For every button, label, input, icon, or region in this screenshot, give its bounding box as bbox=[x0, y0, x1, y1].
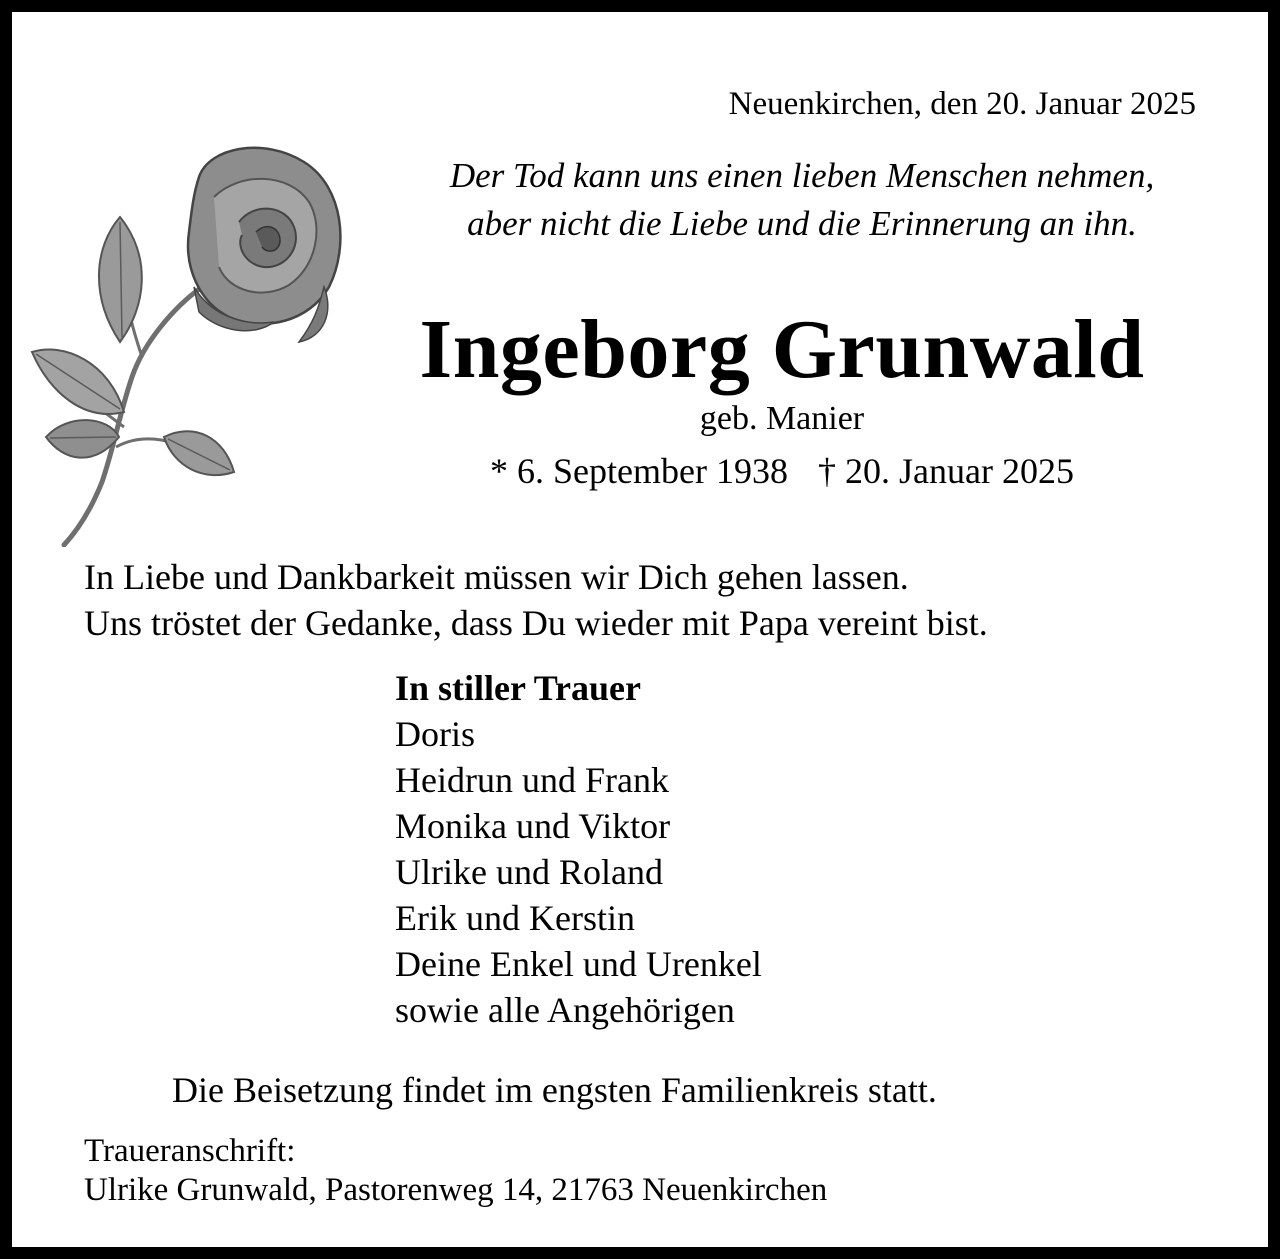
quote-line-1: Der Tod kann uns einen lieben Menschen nehmen, bbox=[449, 156, 1155, 195]
address-label: Traueranschrift: bbox=[84, 1133, 296, 1169]
mourner-name: Erik und Kerstin bbox=[395, 898, 635, 938]
mourner-name: Deine Enkel und Urenkel bbox=[395, 944, 762, 984]
mourner-name: Ulrike und Roland bbox=[395, 852, 663, 892]
message-line-2: Uns tröstet der Gedanke, dass Du wieder mit Papa vereint bist. bbox=[84, 603, 988, 643]
mourner-name: Heidrun und Frank bbox=[395, 760, 669, 800]
mourners-list bbox=[395, 716, 762, 1038]
mourner-name: sowie alle Angehörigen bbox=[395, 990, 735, 1030]
place-date: Neuenkirchen, den 20. Januar 2025 bbox=[728, 86, 1196, 122]
message-line-1: In Liebe und Dankbarkeit müssen wir Dich gehen lassen. bbox=[84, 557, 909, 597]
funeral-note: Die Beisetzung findet im engsten Familienkreis statt. bbox=[172, 1070, 937, 1110]
mourning-address: Ulrike Grunwald, Pastorenweg 14, 21763 Neuenkirchen bbox=[84, 1172, 828, 1208]
mourners-title: In stiller Trauer bbox=[395, 668, 641, 708]
mourner-name: Doris bbox=[395, 714, 475, 754]
life-dates bbox=[332, 453, 1232, 489]
rose-icon bbox=[24, 137, 354, 547]
mourners-block bbox=[395, 670, 762, 1038]
mourner-name: Monika und Viktor bbox=[395, 806, 671, 846]
birth-date: * 6. September 1938 bbox=[490, 451, 788, 491]
death-date: † 20. Januar 2025 bbox=[817, 451, 1074, 491]
deceased-name: Ingeborg Grunwald bbox=[419, 303, 1145, 396]
quote-line-2: aber nicht die Liebe und die Erinnerung an ihn. bbox=[467, 204, 1137, 243]
maiden-name: geb. Manier bbox=[699, 400, 865, 437]
